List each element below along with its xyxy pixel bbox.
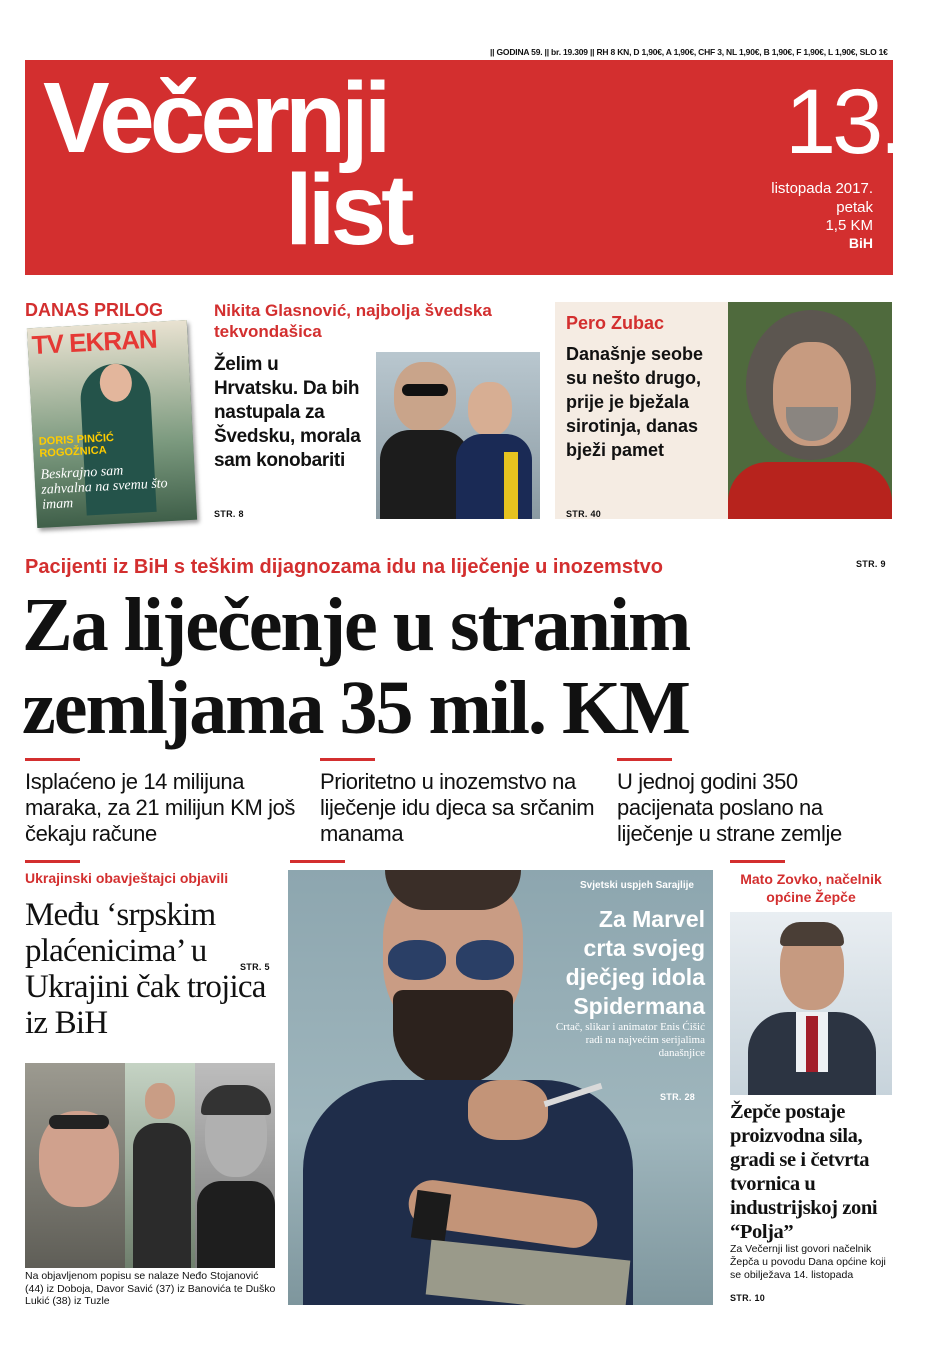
masthead-title-line1: Večernji xyxy=(43,62,387,174)
marvel-page-ref: STR. 28 xyxy=(660,1092,696,1102)
ukraine-kicker: Ukrajinski obavještajci objavili xyxy=(25,870,229,886)
pero-kicker: Pero Zubac xyxy=(566,313,665,333)
topline: || GODINA 59. || br. 19.309 || RH 8 KN, D 1,90€, A 1,90€, CHF 3, NL 1,90€, B 1,90€, F 1,90€, L 1,90€, SLO 1€ xyxy=(490,47,888,57)
lead-headline-line2[interactable]: zemljama 35 mil. KM xyxy=(22,666,689,750)
photo-man-3-cap xyxy=(201,1085,271,1115)
masthead-price: 1,5 KM xyxy=(825,217,873,234)
lead-kicker: Pacijenti iz BiH s teškim dijagnozama idu na liječenje u inozemstvo xyxy=(25,556,663,578)
pero-text: Današnje seobe su nešto drugo, prije je bježala sirotinja, danas bježi pamet xyxy=(566,344,704,460)
marvel-headline[interactable]: Za Marvel crta svojeg dječjeg idola Spidermana xyxy=(565,906,705,1019)
ukraine-headline[interactable]: Među ‘srpskim plaćenicima’ u Ukrajini čak trojica iz BiH xyxy=(25,897,266,1041)
photo-beard xyxy=(393,990,513,1085)
zepce-photo[interactable] xyxy=(730,912,892,1095)
lead-rule-1 xyxy=(25,758,80,761)
ukraine-photo-strip[interactable] xyxy=(25,1063,275,1268)
ukraine-rule xyxy=(25,860,80,863)
zepce-kicker: Mato Zovko, načelnik općine Žepče xyxy=(740,871,882,905)
lead-headline-line1[interactable]: Za liječenje u stranim xyxy=(22,583,690,667)
marvel-kicker: Svjetski uspjeh Sarajlije xyxy=(580,880,694,891)
photo-person-girl-shirt xyxy=(456,434,532,519)
masthead-weekday: petak xyxy=(836,199,873,216)
photo-shirt-stripe xyxy=(504,452,518,519)
tv-promo-kicker: DANAS PRILOG xyxy=(25,300,164,320)
photo-person-girl xyxy=(468,382,512,436)
photo-man-2-face xyxy=(145,1083,175,1119)
photo-tie xyxy=(806,1016,818,1072)
nikita-text: Želim u Hrvatsku. Da bih nastupala za Švedsku, morala sam konobariti xyxy=(214,354,361,471)
masthead-banner xyxy=(25,60,901,275)
tv-magazine-cover[interactable] xyxy=(27,320,197,528)
photo-sunglasses xyxy=(402,384,448,396)
nikita-photo[interactable] xyxy=(376,352,540,519)
photo-hair-top xyxy=(385,870,521,910)
photo-sunglasses-lens-right xyxy=(456,940,514,980)
zepce-page-ref: STR. 10 xyxy=(730,1293,766,1303)
cover-brand: TV EKRAN xyxy=(30,323,158,361)
lead-sub-3: U jednoj godini 350 pacijenata poslano na liječenje u strane zemlje xyxy=(617,769,842,846)
lead-rule-2 xyxy=(320,758,375,761)
masthead-day-number: 13. xyxy=(785,71,901,173)
photo-leather-bracelet xyxy=(411,1190,451,1242)
photo-man-2-body xyxy=(133,1123,191,1268)
zepce-rule xyxy=(730,860,785,863)
photo-sunglasses-lens-left xyxy=(388,940,446,980)
zepce-text: Za Večernji list govori načelnik Žepča u povodu Dana općine koji se obilježava 14. listopada xyxy=(730,1243,886,1281)
photo-person-man xyxy=(394,362,456,432)
photo-red-shirt xyxy=(728,462,892,519)
lead-rule-3 xyxy=(617,758,672,761)
photo-left-hand xyxy=(468,1080,548,1140)
lead-page-ref: STR. 9 xyxy=(856,559,886,569)
masthead-date: listopada 2017. xyxy=(771,180,873,197)
pero-page-ref: STR. 40 xyxy=(566,509,602,519)
pero-photo[interactable] xyxy=(728,302,892,519)
nikita-kicker: Nikita Glasnović, najbolja švedska tekvondašica xyxy=(214,301,492,341)
ukraine-page-ref: STR. 5 xyxy=(240,962,270,972)
marvel-rule xyxy=(290,860,345,863)
marvel-text: Crtač, slikar i animator Enis Ćišić radi na najvećim serijalima današnjice xyxy=(555,1021,705,1059)
masthead-title-line2: list xyxy=(285,154,410,266)
lead-sub-1: Isplaćeno je 14 milijuna maraka, za 21 milijun KM još čekaju račune xyxy=(25,769,296,846)
masthead-edition: BiH xyxy=(848,235,873,251)
photo-hair xyxy=(780,922,844,946)
cover-quote: Beskrajno sam zahvalna na svemu što imam xyxy=(40,463,168,513)
zepce-headline[interactable]: Žepče postaje proizvodna sila, gradi se i četvrta tvornica u industrijskoj zoni “Polja” xyxy=(730,1101,878,1243)
photo-man-1-glasses xyxy=(49,1115,109,1129)
photo-man-3-body xyxy=(197,1181,275,1268)
ukraine-caption: Na objavljenom popisu se nalaze Neđo Stojanović (44) iz Doboja, Davor Savić (37) iz Banovića te Duško Lukić (38) iz Tuzle xyxy=(25,1270,276,1307)
nikita-page-ref: STR. 8 xyxy=(214,509,244,519)
cover-name: DORIS PINČIĆ ROGOŽNICA xyxy=(38,431,115,460)
lead-sub-2: Prioritetno u inozemstvo na liječenje idu djeca sa srčanim manama xyxy=(320,769,595,846)
